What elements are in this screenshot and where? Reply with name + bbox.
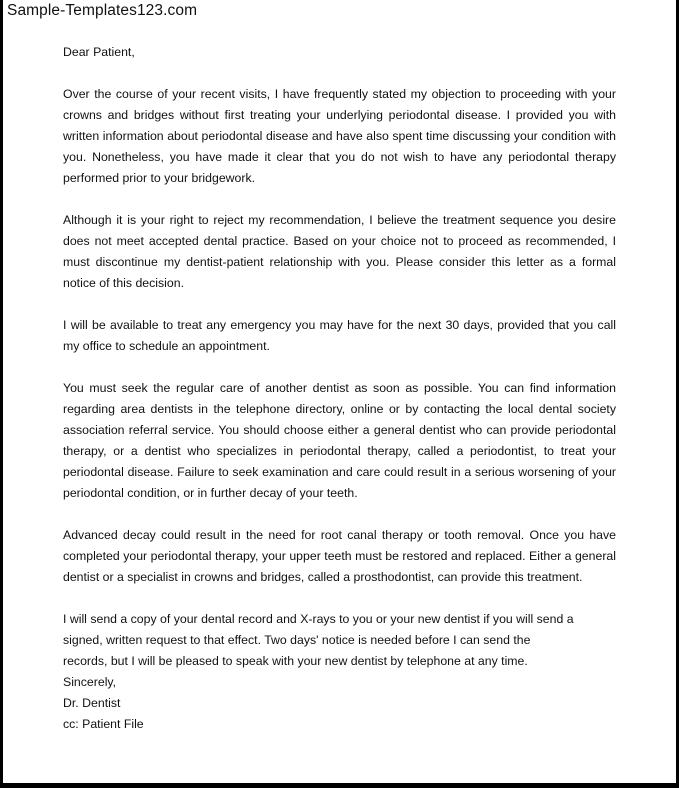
signature: Dr. Dentist: [63, 696, 121, 710]
letter-body: [63, 42, 616, 735]
paragraph-records: [63, 609, 616, 672]
paragraph-advanced-decay: Advanced decay could result in the need for root canal therapy or tooth removal. Once you have completed your periodontal therapy, your upper teeth must be restored and replaced. Either a general dentist or a specialist in crowns and bridges, called a prosthodontist, can provide this treatment.: [63, 528, 616, 584]
paragraph-seek-care: You must seek the regular care of another dentist as soon as possible. You can find information regarding area dentists in the telephone directory, online or by contacting the local dental society association referral service. You should choose either a general dentist who can provide periodontal therapy, or a dentist who specializes in periodontal therapy, called a periodontist, to treat your periodontal disease. Failure to seek examination and care could result in a serious worsening of your periodontal condition, or in further decay of your teeth.: [63, 381, 616, 500]
paragraph-discontinue: Although it is your right to reject my recommendation, I believe the treatment sequence you desire does not meet accepted dental practice. Based on your choice not to proceed as recommended, I must discontinue my dentist-patient relationship with you. Please consider this letter as a formal notice of this decision.: [63, 213, 616, 290]
paragraph-emergency: I will be available to treat any emergency you may have for the next 30 days, provided that you call my office to schedule an appointment.: [63, 318, 616, 353]
records-line: signed, written request to that effect. Two days' notice is needed before I can send the: [63, 633, 531, 647]
salutation: Dear Patient,: [63, 45, 135, 59]
paragraph-objection: Over the course of your recent visits, I have frequently stated my objection to proceeding with your crowns and bridges without first treating your underlying periodontal disease. I provided you with written information about periodontal disease and have also spent time discussing your condition with you. Nonetheless, you have made it clear that you do not wish to have any periodontal therapy performed prior to your bridgework.: [63, 87, 616, 185]
records-line: I will send a copy of your dental record and X-rays to you or your new dentist if you will send a: [63, 612, 574, 626]
site-watermark: Sample-Templates123.com: [7, 2, 198, 19]
cc-line: cc: Patient File: [63, 717, 144, 731]
closing: Sincerely,: [63, 675, 117, 689]
letter-page: [3, 0, 676, 783]
records-line: records, but I will be pleased to speak with your new dentist by telephone at any time.: [63, 654, 528, 668]
